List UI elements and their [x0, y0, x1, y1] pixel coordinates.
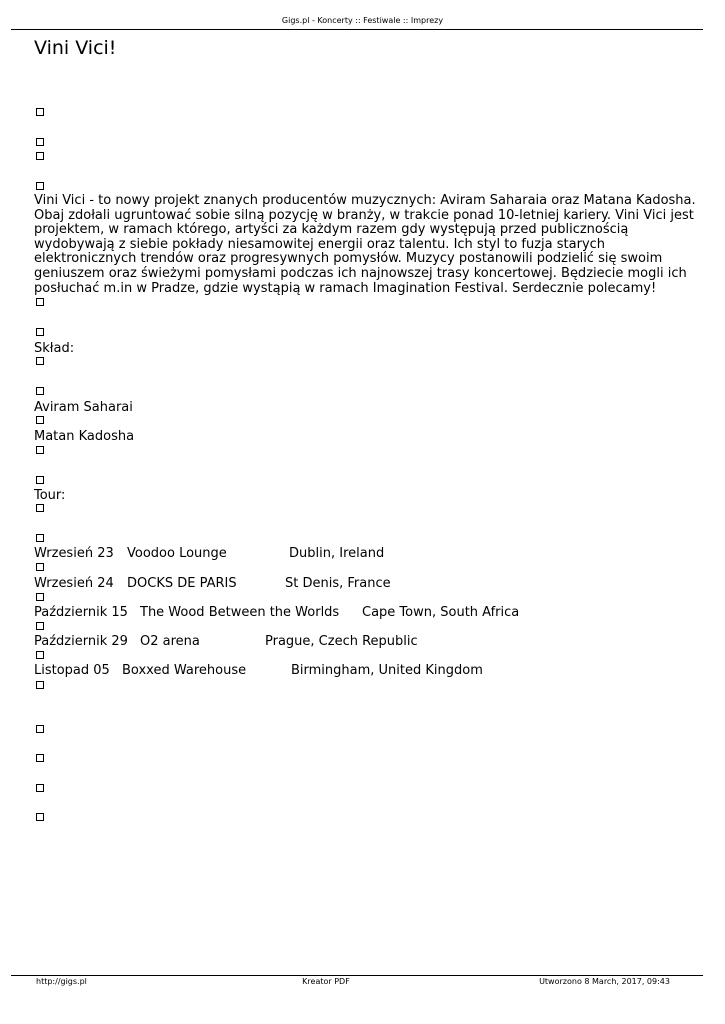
- placeholder-box: [36, 504, 44, 512]
- placeholder-box: [36, 138, 44, 146]
- footer-created-timestamp: Utworzono 8 March, 2017, 09:43: [539, 977, 670, 986]
- tour-city: Cape Town, South Africa: [362, 605, 520, 620]
- placeholder-box: [36, 152, 44, 160]
- placeholder-box: [36, 357, 44, 365]
- placeholder-box: [36, 622, 44, 630]
- lineup-heading: Skład:: [34, 341, 75, 356]
- tour-venue: The Wood Between the Worlds: [140, 605, 340, 620]
- artist-description: Vini Vici - to nowy projekt znanych producentów muzycznych: Aviram Saharaia oraz Matana Kadosha. Obaj zdołali ugruntować sobie silną pozycję w branży, w trakcie ponad 10-letniej kariery. Vini Vici jest projektem, w ramach którego, artyści za każdym razem gdy występują przed publicznością wydobywają z siebie pokłady niesamowitej energii oraz talentu. Ich styl to fuzja starych elektronicznych trendów oraz progresywnych pomysłów. Muzycy postanowili podzielić się swoim geniuszem oraz świeżymi pomysłami podczas ich najnowszej trasy koncertowej. Będziecie mogli ich posłuchać m.in w Pradze, gdzie wystąpią w ramach Imagination Festival. Serdecznie polecamy!: [34, 193, 696, 296]
- placeholder-box: [36, 563, 44, 571]
- tour-date: Październik 15: [34, 605, 128, 620]
- tour-heading: Tour:: [34, 488, 66, 503]
- site-header-title: Gigs.pl - Koncerty :: Festiwale :: Imprezy: [281, 16, 444, 25]
- placeholder-box: [36, 298, 44, 306]
- tour-city: St Denis, France: [285, 576, 391, 591]
- placeholder-box: [36, 387, 44, 395]
- footer-generator: Kreator PDF: [302, 977, 350, 986]
- footer-divider: [11, 975, 703, 976]
- placeholder-box: [36, 182, 44, 190]
- tour-venue: Boxxed Warehouse: [122, 663, 247, 678]
- placeholder-box: [36, 476, 44, 484]
- placeholder-box: [36, 416, 44, 424]
- placeholder-box: [36, 725, 44, 733]
- lineup-member: Matan Kadosha: [34, 429, 135, 444]
- placeholder-box: [36, 446, 44, 454]
- placeholder-box: [36, 593, 44, 601]
- page-title: Vini Vici!: [34, 37, 117, 59]
- placeholder-box: [36, 784, 44, 792]
- footer-url: http://gigs.pl: [36, 977, 87, 986]
- tour-venue: DOCKS DE PARIS: [127, 576, 237, 591]
- tour-date: Wrzesień 23: [34, 546, 114, 561]
- placeholder-box: [36, 651, 44, 659]
- placeholder-box: [36, 681, 44, 689]
- tour-date: Listopad 05: [34, 663, 110, 678]
- lineup-member: Aviram Saharai: [34, 400, 133, 415]
- placeholder-box: [36, 534, 44, 542]
- placeholder-box: [36, 328, 44, 336]
- placeholder-box: [36, 813, 44, 821]
- tour-venue: O2 arena: [140, 634, 200, 649]
- tour-city: Prague, Czech Republic: [265, 634, 418, 649]
- header-divider: [11, 29, 703, 30]
- tour-venue: Voodoo Lounge: [127, 546, 227, 561]
- tour-city: Birmingham, United Kingdom: [291, 663, 483, 678]
- tour-city: Dublin, Ireland: [289, 546, 385, 561]
- tour-date: Wrzesień 24: [34, 576, 114, 591]
- placeholder-box: [36, 754, 44, 762]
- placeholder-box: [36, 108, 44, 116]
- tour-date: Październik 29: [34, 634, 128, 649]
